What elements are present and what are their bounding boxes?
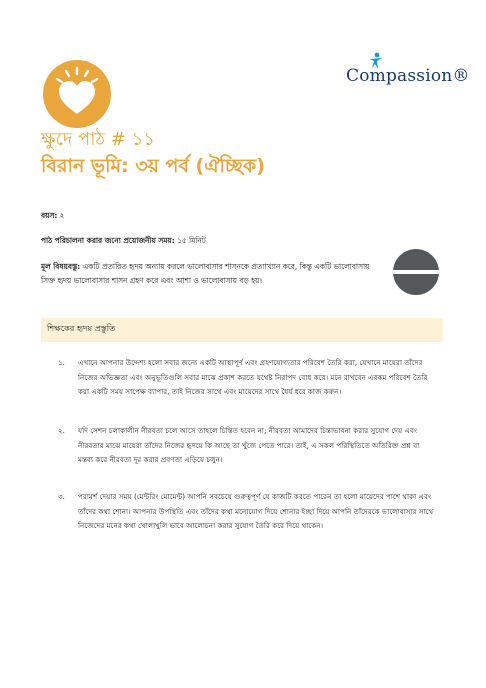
- section-title: শিক্ষকের হৃদয় প্রস্তুতি: [47, 323, 116, 333]
- heart-icon: [41, 58, 113, 130]
- list-item: [58, 424, 436, 490]
- main-theme-label: মূল বিষয়বস্তু:: [41, 262, 81, 271]
- step-text: পরামর্শ দেয়ার সময় (মেন্টরিং মোমেন্ট) আপনি সবচেয়ে গুরুত্বপূর্ণ যে কাজটি করতে পারেন তা হলো মায়েদের পাশে থাকা এবং তাঁদের কথা শোনা। আপনার উপস্থিতি এবং তাঁদের কথা মনোযোগ দিয়ে শোনার ইচ্ছা দিয়ে আপনি তাঁদেরকে ভালোবাসার সাথে নিজেদের মনের কথা খোলাখুলি ভাবে আলোচনা করার সুযোগ তৈরি করে দিয়ে থাকেন।: [78, 492, 434, 530]
- section-header: [41, 318, 443, 342]
- steps-list: [58, 356, 436, 560]
- list-item: [58, 490, 436, 560]
- step-text: এখানে আপনার উদ্দেশ্য হলো সবার জন্যে একটি আস্থাপূর্ণ এবং গ্রহণযোগ্যতার পরিবেশ তৈরি করা, যেখানে মায়েরা তাঁদের নিজের অভিজ্ঞতা এবং অনুভূতিগুলি সবার মাঝে প্রকাশ করতে যথেষ্ট নিরাপদ বোধ করে। মনে রাখবেন এরকম পরিবেশ তৈরি করা একটি সময় সাপেক্ষ ব্যাপার, তাই নিজের সাথে এবং মায়েদের সাথে ধৈর্য ধরে কাজ করুন।: [78, 358, 428, 396]
- age-line: [41, 210, 64, 222]
- main-theme: [41, 260, 383, 288]
- logo-text: Compassion®: [346, 66, 470, 86]
- age-value: ২: [57, 211, 65, 220]
- step-number: ১.: [58, 358, 65, 367]
- step-number: ৩.: [58, 492, 65, 501]
- duration-value: ১৫ মিনিট: [174, 236, 206, 245]
- step-text: যদি সেশন চলাকালীন নীরবতা চলে আসে তাহলে চিন্তিত হবেন না; নীরবতা আমাদের চিন্তাভাবনা করার সুযোগ দেয় এবং নীরবতার মাঝে মায়েরা তাঁদের নিজের হৃদয়ে কি আছে তা খুঁজে পেতে পারে। তাই, এ সকল পরিস্থিতিতে অতিরিক্ত প্রশ্ন বা মন্তব্য করে নীরবতা দূর করার প্রবণতা এড়িয়ে চলুন।: [78, 426, 420, 464]
- main-theme-text: একটি প্রতারিত হৃদয় অন্যায় করলে ভালোবাসার শাসনকে প্রত্যাখ্যান করে, কিন্তু একটি ভালোবাসায় সিক্ত হৃদয় ভালোবাসার শাসন গ্রহণ করে এবং আশা ও ভালোবাসায় বড় হয়।: [41, 262, 370, 285]
- section-symbol-icon: [392, 248, 440, 296]
- page-title: বিরান ভূমি: ৩য় পর্ব (ঐচ্ছিক): [41, 155, 265, 177]
- lesson-number: ক্ষুদে পাঠ # ১১: [41, 129, 155, 150]
- age-label: বয়স:: [41, 211, 58, 220]
- compassion-logo: [346, 52, 470, 92]
- duration-line: [41, 235, 206, 247]
- duration-label: পাঠ পরিচালনা করার জন্যে প্রয়োজনীয় সময়:: [41, 236, 175, 245]
- step-number: ২.: [58, 426, 65, 435]
- list-item: [58, 356, 436, 424]
